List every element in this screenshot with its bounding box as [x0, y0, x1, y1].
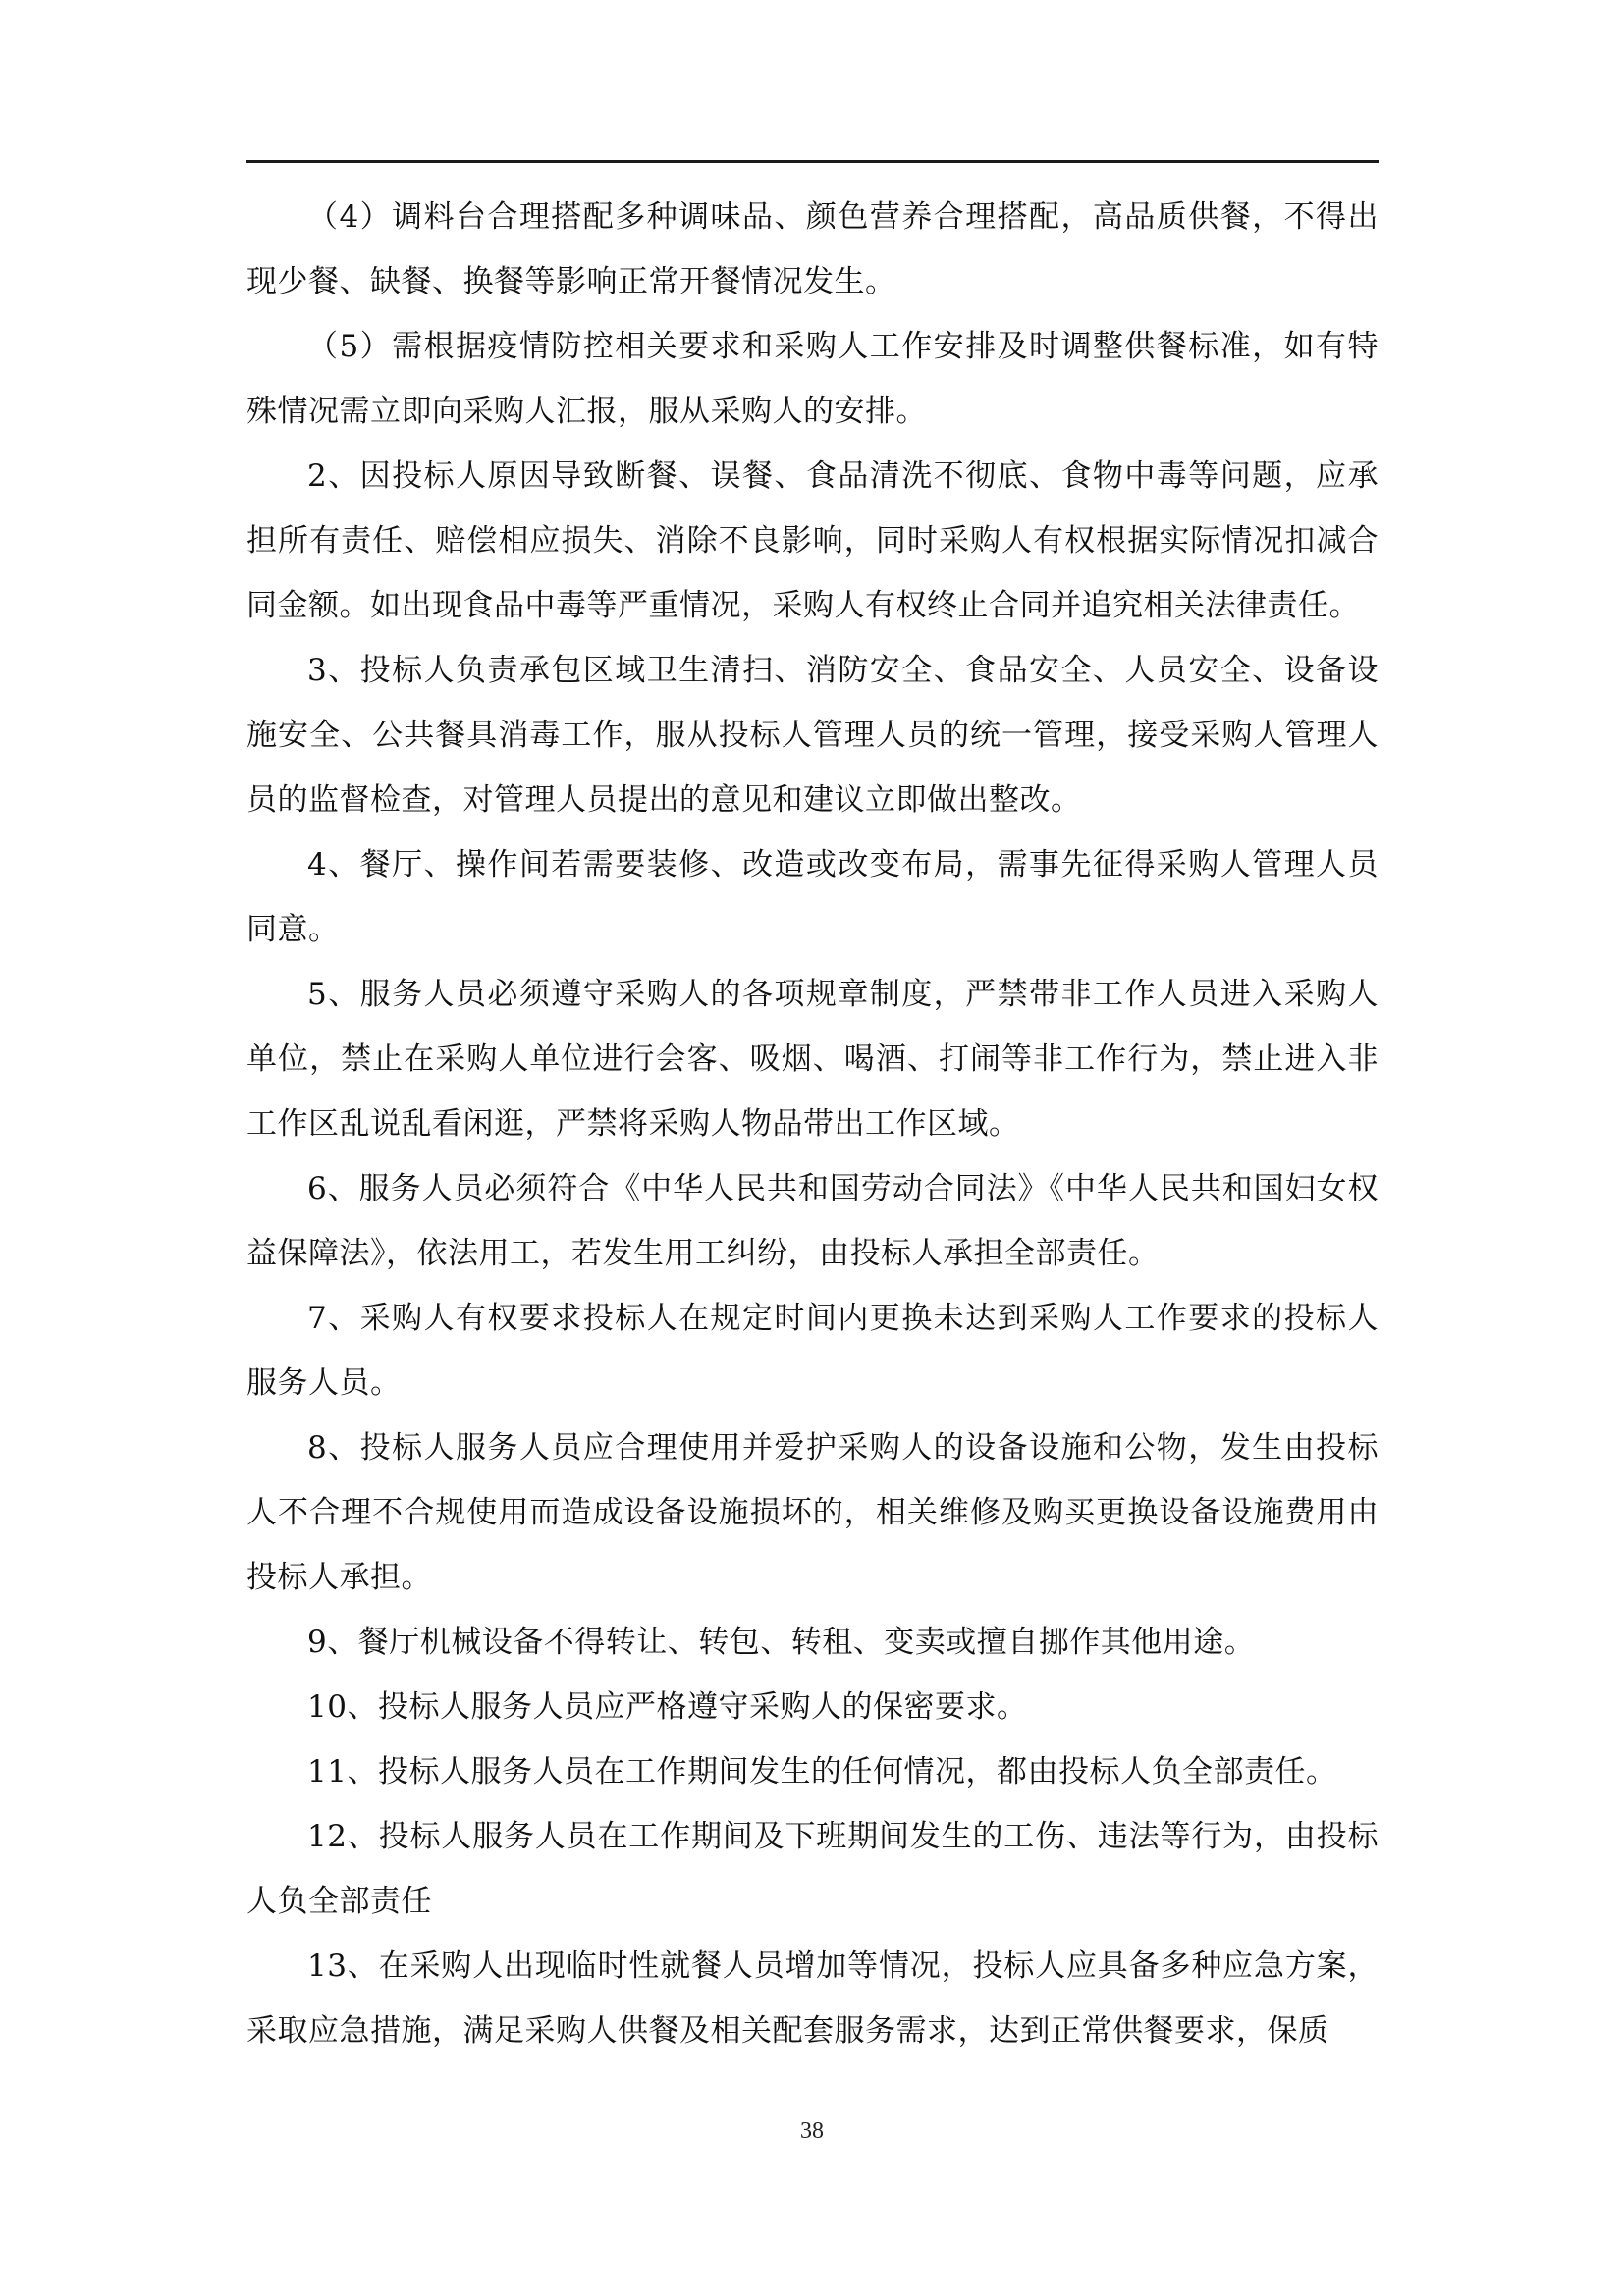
header-rule: [246, 160, 1379, 163]
paragraph-clause-13: 13、在采购人出现临时性就餐人员增加等情况，投标人应具备多种应急方案，采取应急措施，满足采购人供餐及相关配套服务需求，达到正常供餐要求，保质: [246, 1949, 1379, 2049]
paragraph-clause-10: 10、投标人服务人员应严格遵守采购人的保密要求。: [307, 1689, 1028, 1725]
paragraph-epidemic-adjustment: （5）需根据疫情防控相关要求和采购人工作安排及时调整供餐标准，如有特殊情况需立即向采购人汇报，服从采购人的安排。: [246, 329, 1379, 429]
paragraph-clause-3: 3、投标人负责承包区域卫生清扫、消防安全、食品安全、人员安全、设备设施安全、公共餐具消毒工作，服从投标人管理人员的统一管理，接受采购人管理人员的监督检查，对管理人员提出的意见和建议立即做出整改。: [246, 653, 1379, 818]
paragraph-clause-2: 2、因投标人原因导致断餐、误餐、食品清洗不彻底、食物中毒等问题，应承担所有责任、赔偿相应损失、消除不良影响，同时采购人有权根据实际情况扣减合同金额。如出现食品中毒等严重情况，采购人有权终止合同并追究相关法律责任。: [246, 458, 1379, 623]
page-number: 38: [800, 2118, 824, 2144]
paragraph-clause-6: 6、服务人员必须符合《中华人民共和国劳动合同法》《中华人民共和国妇女权益保障法》，依法用工，若发生用工纠纷，由投标人承担全部责任。: [246, 1171, 1379, 1271]
paragraph-clause-4: 4、餐厅、操作间若需要装修、改造或改变布局，需事先征得采购人管理人员同意。: [246, 847, 1379, 947]
paragraph-clause-9: 9、餐厅机械设备不得转让、转包、转租、变卖或擅自挪作其他用途。: [307, 1625, 1256, 1660]
paragraph-clause-11: 11、投标人服务人员在工作期间发生的任何情况，都由投标人负全部责任。: [307, 1754, 1337, 1789]
document-body: [246, 185, 1379, 2063]
paragraph-clause-12: 12、投标人服务人员在工作期间及下班期间发生的工伤、违法等行为，由投标人负全部责任: [246, 1819, 1379, 1919]
paragraph-clause-5: 5、服务人员必须遵守采购人的各项规章制度，严禁带非工作人员进入采购人单位，禁止在采购人单位进行会客、吸烟、喝酒、打闹等非工作行为，禁止进入非工作区乱说乱看闲逛，严禁将采购人物品带出工作区域。: [246, 977, 1379, 1142]
paragraph-clause-7: 7、采购人有权要求投标人在规定时间内更换未达到采购人工作要求的投标人服务人员。: [246, 1301, 1379, 1401]
paragraph-clause-8: 8、投标人服务人员应合理使用并爱护采购人的设备设施和公物，发生由投标人不合理不合规使用而造成设备设施损坏的，相关维修及购买更换设备设施费用由投标人承担。: [246, 1430, 1379, 1595]
paragraph-seasoning-station: （4）调料台合理搭配多种调味品、颜色营养合理搭配，高品质供餐，不得出现少餐、缺餐、换餐等影响正常开餐情况发生。: [246, 199, 1379, 299]
